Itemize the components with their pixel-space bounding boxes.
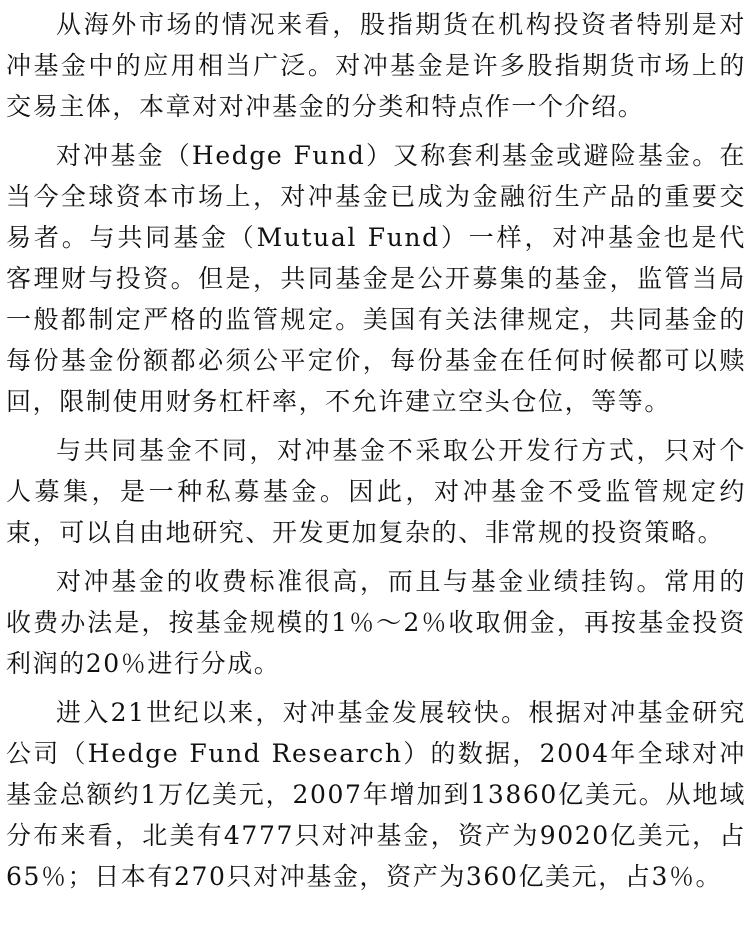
paragraph-5: 进入21世纪以来，对冲基金发展较快。根据对冲基金研究公司（Hedge Fund Research）的数据，2004年全球对冲基金总额约1万亿美元，2007年增加到13860亿美元。从地域分布来看，北美有4777只对冲基金，资产为9020亿美元，占65％；日本有270只对冲基金，资产为360亿美元，占3％。: [6, 698, 746, 891]
paragraph-1: 从海外市场的情况来看，股指期货在机构投资者特别是对冲基金中的应用相当广泛。对冲基金是许多股指期货市场上的交易主体，本章对对冲基金的分类和特点作一个介绍。: [6, 10, 746, 121]
paragraph-3: 与共同基金不同，对冲基金不采取公开发行方式，只对个人募集，是一种私募基金。因此，对冲基金不受监管规定约束，可以自由地研究、开发更加复杂的、非常规的投资策略。: [6, 436, 746, 547]
paragraph-4: 对冲基金的收费标准很高，而且与基金业绩挂钩。常用的收费办法是，按基金规模的1％～2％收取佣金，再按基金投资利润的20％进行分成。: [6, 567, 746, 678]
paragraph-2: 对冲基金（Hedge Fund）又称套利基金或避险基金。在当今全球资本市场上，对冲基金已成为金融衍生产品的重要交易者。与共同基金（Mutual Fund）一样，对冲基金也是代客理财与投资。但是，共同基金是公开募集的基金，监管当局一般都制定严格的监管规定。美国有关法律规定，共同基金的每份基金份额都必须公平定价，每份基金在任何时候都可以赎回，限制使用财务杠杆率，不允许建立空头仓位，等等。: [6, 141, 746, 416]
